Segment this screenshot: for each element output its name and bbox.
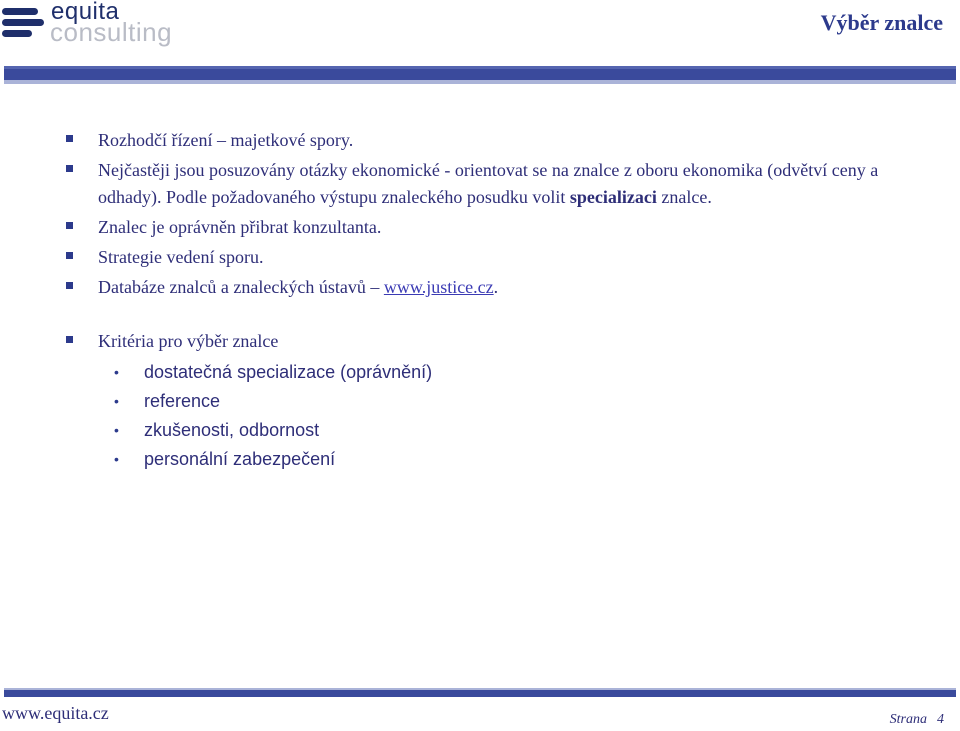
header-rule	[4, 66, 956, 84]
logo-mark-icon	[2, 4, 44, 44]
criteria-text: reference	[144, 391, 221, 411]
bullet-item	[66, 328, 946, 355]
bullet-item	[66, 157, 946, 211]
bullet-text: Kritéria pro výběr znalce	[98, 331, 279, 351]
bullet-text: .	[493, 277, 499, 297]
bullet-text: Rozhodčí řízení – majetkové spory.	[98, 130, 354, 150]
page-label-text: Strana	[889, 712, 927, 727]
bullet-text: Strategie vedení sporu.	[98, 247, 264, 267]
dot-bullet-icon: •	[114, 422, 119, 438]
footer-rule	[4, 688, 956, 697]
logo-bar	[2, 8, 38, 15]
criteria-item	[66, 387, 946, 416]
bullet-item	[66, 214, 946, 241]
square-bullet-icon	[66, 282, 73, 289]
bullet-item	[66, 127, 946, 154]
page-number-label	[890, 712, 944, 728]
bullet-item	[66, 274, 946, 301]
criteria-item	[66, 416, 946, 445]
dot-bullet-icon: •	[114, 364, 119, 380]
square-bullet-icon	[66, 336, 73, 343]
logo-bar	[2, 30, 32, 37]
page-number: 4	[937, 712, 944, 727]
logo-text-equita: equita	[51, 0, 120, 25]
bullet-text: Znalec je oprávněn přibrat konzultanta.	[98, 217, 382, 237]
dot-bullet-icon: •	[114, 393, 119, 409]
logo-bar	[2, 19, 44, 26]
criteria-item	[66, 445, 946, 474]
slide-content	[66, 127, 946, 474]
equita-logo	[2, 2, 192, 52]
spacer	[66, 304, 946, 328]
footer-url: www.equita.cz	[2, 703, 109, 723]
square-bullet-icon	[66, 135, 73, 142]
square-bullet-icon	[66, 222, 73, 229]
dot-bullet-icon: •	[114, 451, 119, 467]
bullet-text-bold: specializaci	[569, 187, 657, 207]
slide-title: Výběr znalce	[820, 10, 943, 35]
logo-text-consulting: consulting	[50, 17, 173, 47]
criteria-text: zkušenosti, odbornost	[144, 420, 320, 440]
justice-link[interactable]: www.justice.cz	[383, 277, 494, 297]
criteria-text: dostatečná specializace (oprávnění)	[144, 362, 433, 382]
square-bullet-icon	[66, 252, 73, 259]
bullet-text: znalce.	[656, 187, 712, 207]
bullet-text: Databáze znalců a znaleckých ústavů –	[98, 277, 384, 297]
criteria-item	[66, 358, 946, 387]
criteria-text: personální zabezpečení	[144, 449, 336, 469]
square-bullet-icon	[66, 165, 73, 172]
bullet-text: Nejčastěji jsou posuzovány otázky ekonomické - orientovat se na znalce z oboru ekonomika (odvětví ceny a odhady). Podle požadovaného výstupu znaleckého posudku volit	[98, 160, 879, 207]
bullet-item	[66, 244, 946, 271]
